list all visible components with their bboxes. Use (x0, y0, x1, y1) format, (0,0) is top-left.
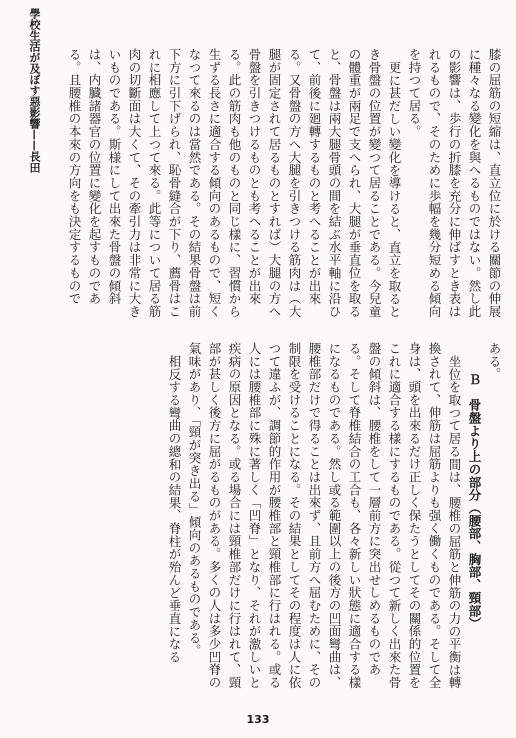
paragraph: 膝の屈筋の短縮は、直立位に於ける關節の伸展に種々なる變化を與へるものではない。然し此の影響は、歩行の折膝を充分に伸ばすとき表はれるもので、そのために歩幅を幾分短める傾向を持つて居る。 (407, 48, 502, 318)
section-heading: Ｂ 骨盤より上の部分（腰部、胸部、頸部） (467, 373, 482, 631)
paragraph: 相反する彎曲の總和の結果、脊柱が殆んど垂直になる (167, 354, 182, 663)
lower-text-block (24, 342, 504, 700)
upper-text-block (24, 48, 504, 320)
paragraph: 更に甚だしい變化を導けると、直立を取るとき骨盤の位置が變つて居ることである。今兒童の體重が兩足で支へられ、大腿が垂直位を取ると、骨盤は兩大腿骨頭の間を結ぶ水平軸に沿ひて、前後に廻轉するものと考へることが出來る。又骨盤の方へ大腿を引きつける筋肉は（大腿が固定されて居るものとすれば）大腿の方へ骨盤を引きつけるものとも考へることが出來る。此の筋肉も他のものと同じ樣に、習慣から生ずる長さに適合する傾向のあるもので、短くなつて來るのは當然である。その結果骨盤は前下方に引下げられ、恥骨縫合が下り、薦骨はこれに相應して上つて來る。此等について居る筋肉の切斷面は大くて、その牽引力は非常に大きいものである。斯様にして出來た骨盤の傾斜は、内臓諸器官の位置に變化を起すものである。且腰椎の本來の方向をも決定するもので (67, 48, 402, 318)
page-number: 133 (246, 713, 270, 726)
continued-line: ある。 (487, 342, 502, 381)
running-head: 學校生活が及ぼす惡影響——長田 (28, 8, 41, 173)
paragraph: 坐位を取つて居る間は、腰椎の屈筋と伸筋の力の平衡は轉換されて、伸筋は屈筋よりも强く働くものである。そして全身は、頭を出來るだけ正しく保たうとしてその關係的位置をこれに適合する樣にするものである。從つて新しく出來た骨盤の傾斜は、腰椎をして一層前方に突出せしめるものである。そして脊椎結合の工合も、各々新しい狀態に適合する樣になるものである。然し或る範圍以上の後方の凹面彎曲は、腰椎部だけで得ることは出來ず、且前方へ屈むために、その制限を受けることになる。その結果としてその程度は人に依つて違ふが、調節的作用が腰椎部と頸椎部に行はれる。或る人には腰椎部に殊に著しく「凹脊」となり、それが激しいと疾病の原因となる。或る場合には頸椎部だけに行はれて、頸部が甚しく後方に屈がるものがある。多くの人は多少凹脊の氣味があり、「頸が突き出る」傾向のあるものである。 (187, 342, 462, 689)
